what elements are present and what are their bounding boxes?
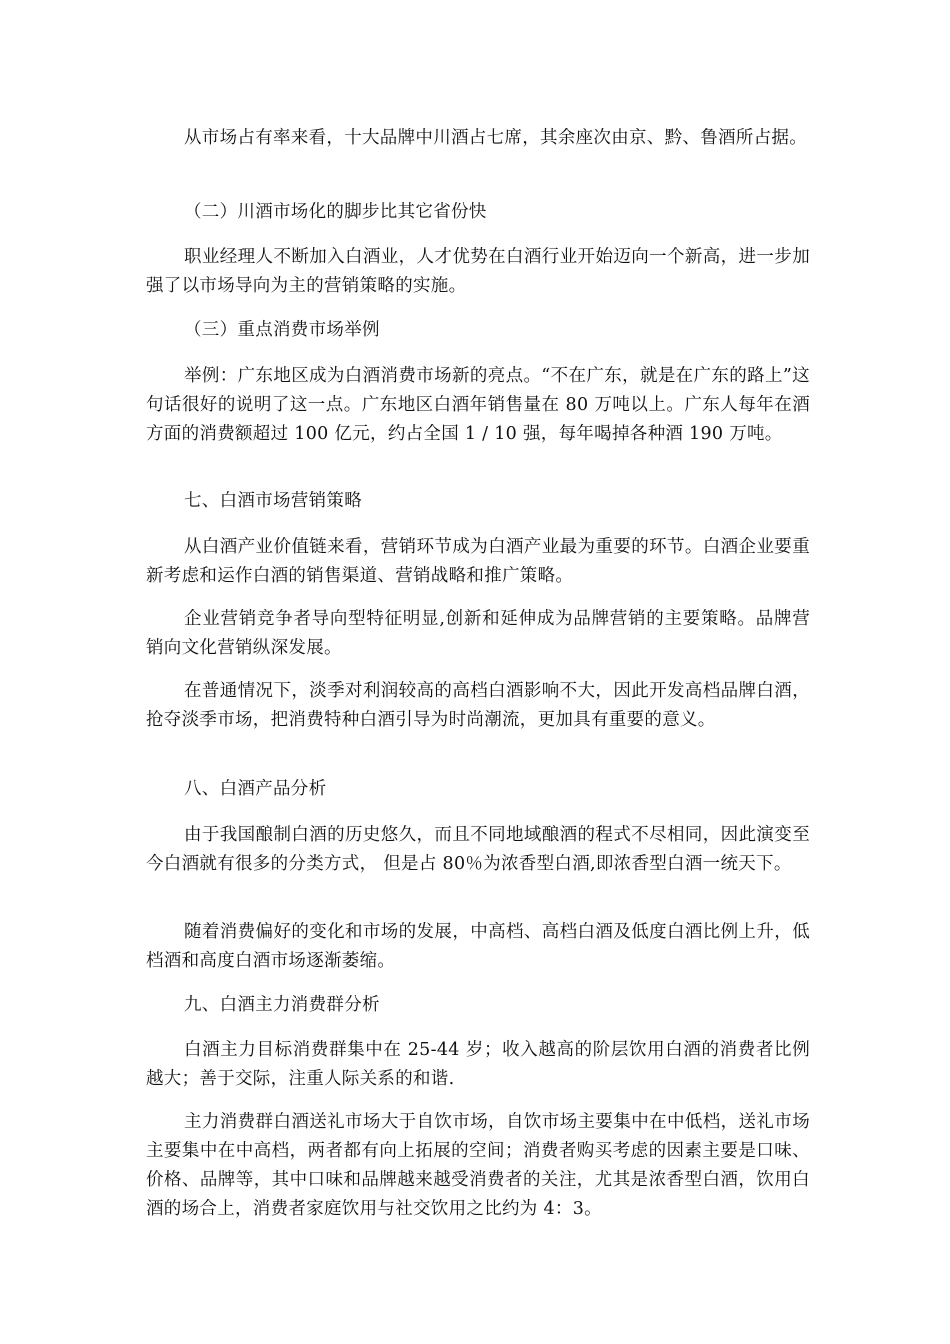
heading-product-analysis: 八、白酒产品分析 xyxy=(184,779,327,799)
paragraph-competitor-orientation: 企业营销竞争者导向型特征明显,创新和延伸成为品牌营销的主要策略。品牌营销向文化营销纵深发展。 xyxy=(146,609,810,658)
heading-consumer-groups: 九、白酒主力消费群分析 xyxy=(184,995,380,1015)
heading-marketing-strategy: 七、白酒市场营销策略 xyxy=(184,491,362,511)
paragraph-market-share: 从市场占有率来看，十大品牌中川酒占七席，其余座次由京、黔、鲁酒所占据。 xyxy=(184,128,807,148)
paragraph-target-consumers: 白酒主力目标消费群集中在 25-44 岁；收入越高的阶层饮用白酒的消费者比例越大；善于交际，注重人际关系的和谐. xyxy=(146,1040,810,1089)
paragraph-off-season: 在普通情况下，淡季对利润较高的高档白酒影响不大，因此开发高档品牌白酒，抢夺淡季市场，把消费特种白酒引导为时尚潮流，更加具有重要的意义。 xyxy=(146,681,810,730)
heading-key-markets: （三）重点消费市场举例 xyxy=(184,320,380,340)
paragraph-value-chain: 从白酒产业价值链来看，营销环节成为白酒产业最为重要的环节。白酒企业要重新考虑和运作白酒的销售渠道、营销战略和推广策略。 xyxy=(146,537,810,586)
paragraph-professional-managers: 职业经理人不断加入白酒业，人才优势在白酒行业开始迈向一个新高，进一步加强了以市场导向为主的营销策略的实施。 xyxy=(146,247,810,296)
paragraph-gift-market: 主力消费群白酒送礼市场大于自饮市场，自饮市场主要集中在中低档，送礼市场主要集中在中高档，两者都有向上拓展的空间；消费者购买考虑的因素主要是口味、价格、品牌等，其中口味和品牌越来越受消费者的关注，尤其是浓香型白酒，饮用白酒的场合上，消费者家庭饮用与社交饮用之比约为 4：3。 xyxy=(146,1112,810,1219)
paragraph-consumer-preference: 随着消费偏好的变化和市场的发展，中高档、高档白酒及低度白酒比例上升，低档酒和高度白酒市场逐渐萎缩。 xyxy=(146,922,810,971)
heading-sichuan-marketization: （二）川酒市场化的脚步比其它省份快 xyxy=(184,202,487,222)
paragraph-guangdong-example: 举例：广东地区成为白酒消费市场新的亮点。“不在广东，就是在广东的路上”这句话很好的说明了这一点。广东地区白酒年销售量在 80 万吨以上。广东人每年在酒方面的消费额超过 100 亿元，约占全国 1 / 10 强，每年喝掉各种酒 190 万吨。 xyxy=(146,366,810,444)
paragraph-liquor-types: 由于我国酿制白酒的历史悠久，而且不同地域酿酒的程式不尽相同，因此演变至今白酒就有很多的分类方式， 但是占 80％为浓香型白酒,即浓香型白酒一统天下。 xyxy=(146,825,810,874)
